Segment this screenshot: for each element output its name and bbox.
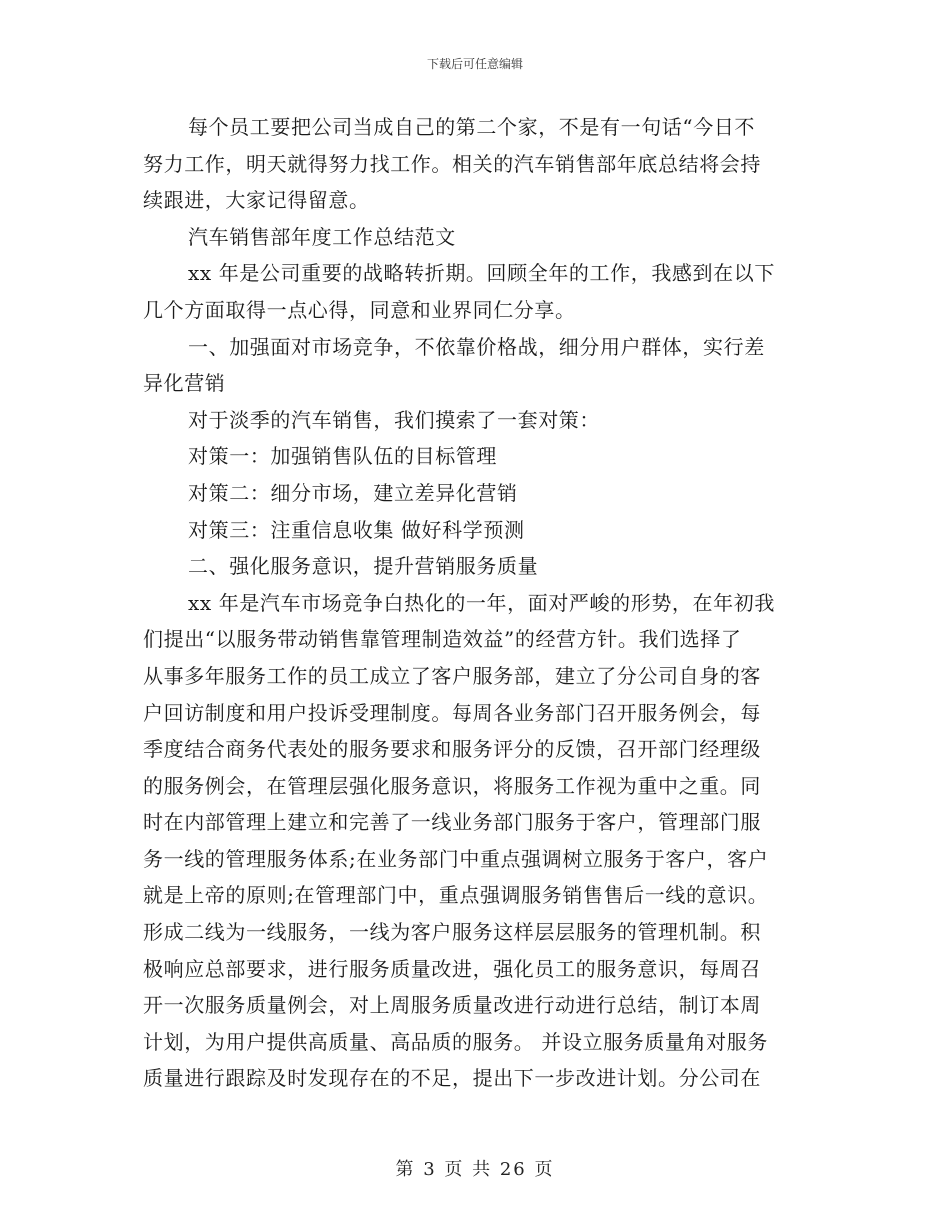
text-line: 的服务例会，在管理层强化服务意识，将服务工作视为重中之重。同 [143,773,761,798]
text-line: 对策二：细分市场，建立差异化营销 [188,480,518,505]
text-line: 对策三：注重信息收集 做好科学预测 [188,517,525,542]
text-line: 努力工作，明天就得努力找工作。相关的汽车销售部年底总结将会持 [143,151,761,176]
page-header: 下载后可任意编辑 [426,57,523,71]
text-line: 每个员工要把公司当成自己的第二个家，不是有一句话“今日不 [188,115,756,139]
text-line: 异化营销 [143,371,226,396]
text-line: 续跟进，大家记得留意。 [143,188,370,213]
text-line: 极响应总部要求，进行服务质量改进，强化员工的服务意识，每周召 [143,956,761,981]
text-line: 对策一：加强销售队伍的目标管理 [188,444,497,469]
text-line: 质量进行跟踪及时发现存在的不足，提出下一步改进计划。分公司在 [143,1066,761,1091]
text-line: 户回访制度和用户投诉受理制度。每周各业务部门召开服务例会，每 [143,700,761,725]
text-line: 就是上帝的原则;在管理部门中，重点强调服务销售售后一线的意识。 [143,883,769,908]
text-line: 时在内部管理上建立和完善了一线业务部门服务于客户，管理部门服 [143,810,761,835]
text-line: 开一次服务质量例会，对上周服务质量改进行动进行总结，制订本周 [143,993,761,1018]
document-body [143,109,798,1097]
text-line: 对于淡季的汽车销售，我们摸索了一套对策： [188,407,600,432]
text-line: xx 年是汽车市场竞争白热化的一年，面对严峻的形势，在年初我 [188,590,775,615]
text-line: 们提出“以服务带动销售靠管理制造效益”的经营方针。我们选择了 [143,627,742,652]
text-line: 季度结合商务代表处的服务要求和服务评分的反馈，召开部门经理级 [143,737,761,762]
text-line: 形成二线为一线服务，一线为客户服务这样层层服务的管理机制。积 [143,920,761,945]
text-line: 计划，为用户提供高质量、高品质的服务。 并设立服务质量角对服务 [143,1029,768,1054]
text-line: 务一线的管理服务体系;在业务部门中重点强调树立服务于客户，客户 [143,846,769,871]
page-footer: 第 3 页 共 26 页 [395,1159,555,1180]
text-line: xx 年是公司重要的战略转折期。回顾全年的工作，我感到在以下 [188,261,775,286]
text-line: 从事多年服务工作的员工成立了客户服务部，建立了分公司自身的客 [143,663,761,688]
text-line: 几个方面取得一点心得，同意和业界同仁分享。 [143,297,576,322]
text-line: 二、强化服务意识，提升营销服务质量 [188,554,539,579]
text-line: 汽车销售部年度工作总结范文 [188,224,456,249]
text-line: 一、加强面对市场竞争，不依靠价格战，细分用户群体，实行差 [188,334,765,359]
